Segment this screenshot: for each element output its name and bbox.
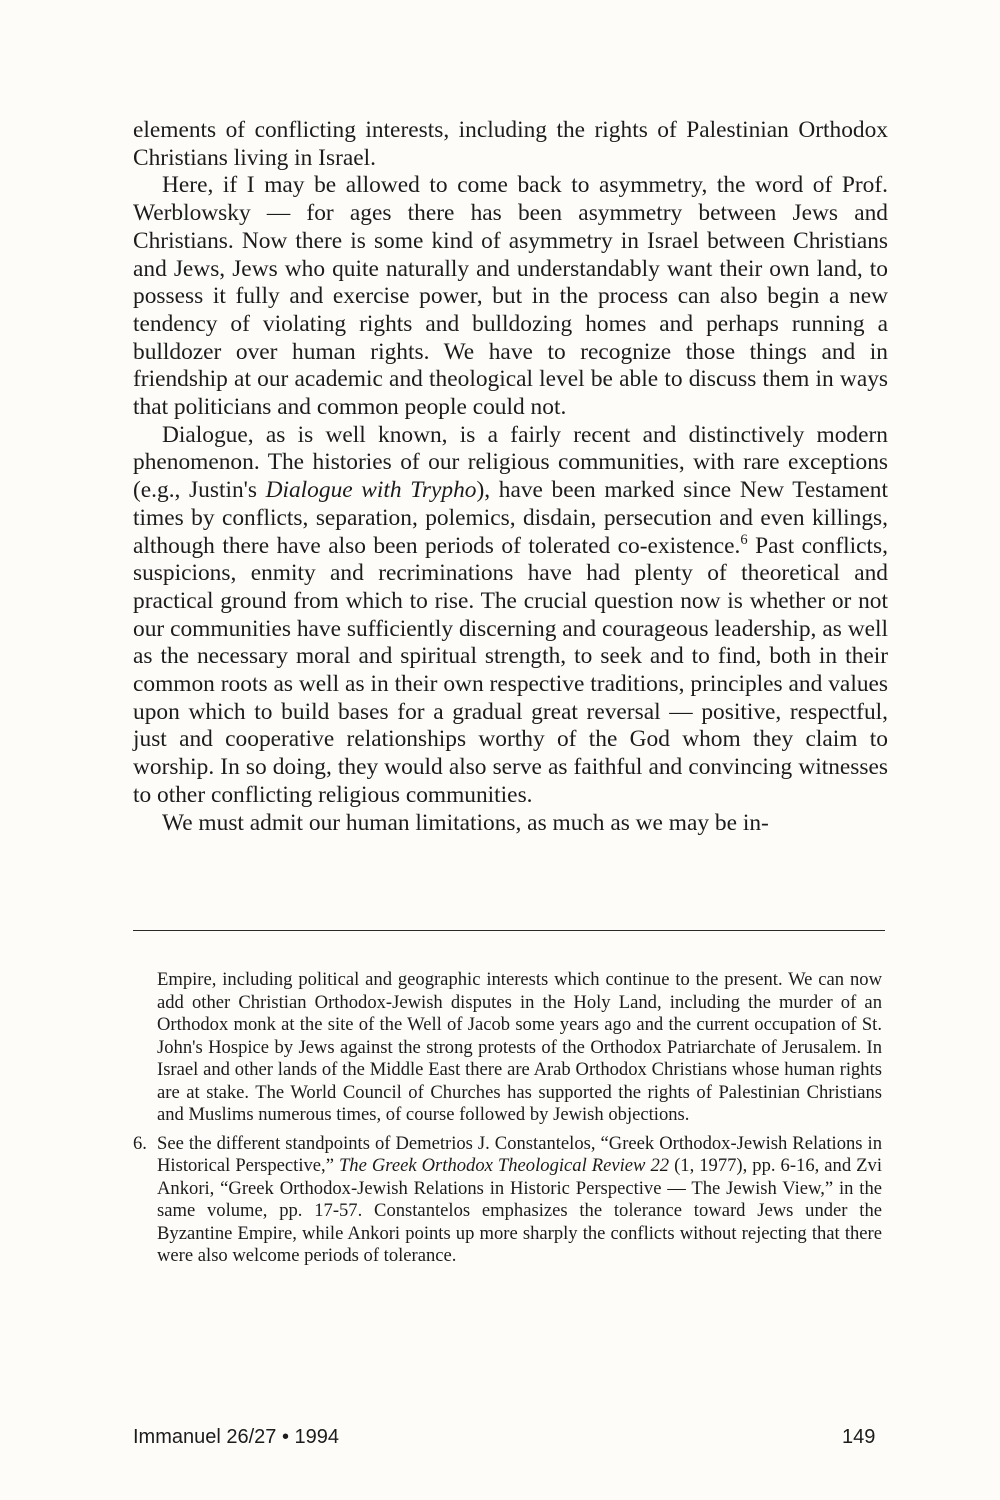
footnote-reference-6[interactable]: 6 — [740, 531, 748, 548]
journal-title-italic: The Greek Orthodox Theological Review 22 — [338, 1155, 670, 1176]
footnote-6-part-b: (1, 1977), pp. 6-16, and Zvi Ankori, “Greek Orthodox-Jewish Relations in Historic Perspective — The Jewish View,” in the same volume, pp. 17-57. Constantelos emphasizes the tolerance toward Jews under the Byzantine Empire, while Ankori points up more sharply the conflicts without rejecting that there were also welcome periods of tolerance. — [157, 1155, 882, 1266]
main-text — [133, 117, 888, 837]
footnote-separator — [133, 930, 885, 931]
footnote-continued: Empire, including political and geographic interests which continue to the present. We can now add other Christian Orthodox-Jewish disputes in the Holy Land, including the murder of an Orthodox monk at the site of the Well of Jacob some years ago and the current occupation of St. John's Hospice by Jews against the strong protests of the Orthodox Patriarchate of Jerusalem. In Israel and other lands of the Middle East there are Arab Orthodox Christians whose human rights are at stake. The World Council of Churches has supported the rights of Palestinian Christians and Muslims numerous times, of course followed by Jewish objections. — [157, 969, 882, 1125]
footnote-6-part-a: See the different standpoints of Demetrios J. Constantelos, “Greek Orthodox-Jewish Relations in Historical Perspective,” — [157, 1132, 882, 1176]
paragraph-dialogue-part-b: ), have been marked since New Testament times by conflicts, separation, polemics, disdain, persecution and even killings, although there have also been periods of tolerated co-existence. — [133, 477, 888, 559]
paragraph-continued: elements of conflicting interests, including the rights of Palestinian Orthodox Christians living in Israel. — [133, 117, 888, 171]
paragraph-dialogue-part-a: Dialogue, as is well known, is a fairly recent and distinctively modern phenomenon. The histories of our religious communities, with rare exceptions (e.g., Justin's — [133, 421, 888, 504]
paragraph-dialogue-part-c: Past conflicts, suspicions, enmity and recriminations have had plenty of theoretical and practical ground from which to rise. The crucial question now is whether or not our communities have sufficiently discerning and courageous leadership, as well as the necessary moral and spiritual strength, to seek and to find, both in their common roots as well as in their own respective traditions, principles and values upon which to build bases for a gradual great reversal — positive, respectful, just and cooperative relationships worthy of the God whom they claim to worship. In so doing, they would also serve as faithful and convincing witnesses to other conflicting religious communities. — [133, 532, 888, 808]
page-number: 149 — [842, 1426, 876, 1448]
paragraph-asymmetry: Here, if I may be allowed to come back to asymmetry, the word of Prof. Werblowsky — for ages there has been asymmetry between Jews and Christians. Now there is some kind of asymmetry in Israel between Christians and Jews, Jews who quite naturally and understandably want their own land, to possess it fully and exercise power, but in the process can also begin a new tendency of violating rights and bulldozing homes and perhaps running a bulldozer over human rights. We have to recognize those things and in friendship at our academic and theological level be able to discuss them in ways that politicians and common people could not. — [133, 172, 888, 421]
paragraph-limitations: We must admit our human limitations, as much as we may be in- — [162, 809, 769, 836]
footnote-6 — [133, 1132, 882, 1268]
book-title-italic: Dialogue with Trypho — [265, 477, 477, 504]
footnotes — [133, 969, 882, 1268]
running-footer-journal: Immanuel 26/27 • 1994 — [133, 1426, 340, 1448]
footnote-6-number: 6. — [133, 1132, 147, 1154]
paragraph-dialogue — [133, 422, 888, 810]
